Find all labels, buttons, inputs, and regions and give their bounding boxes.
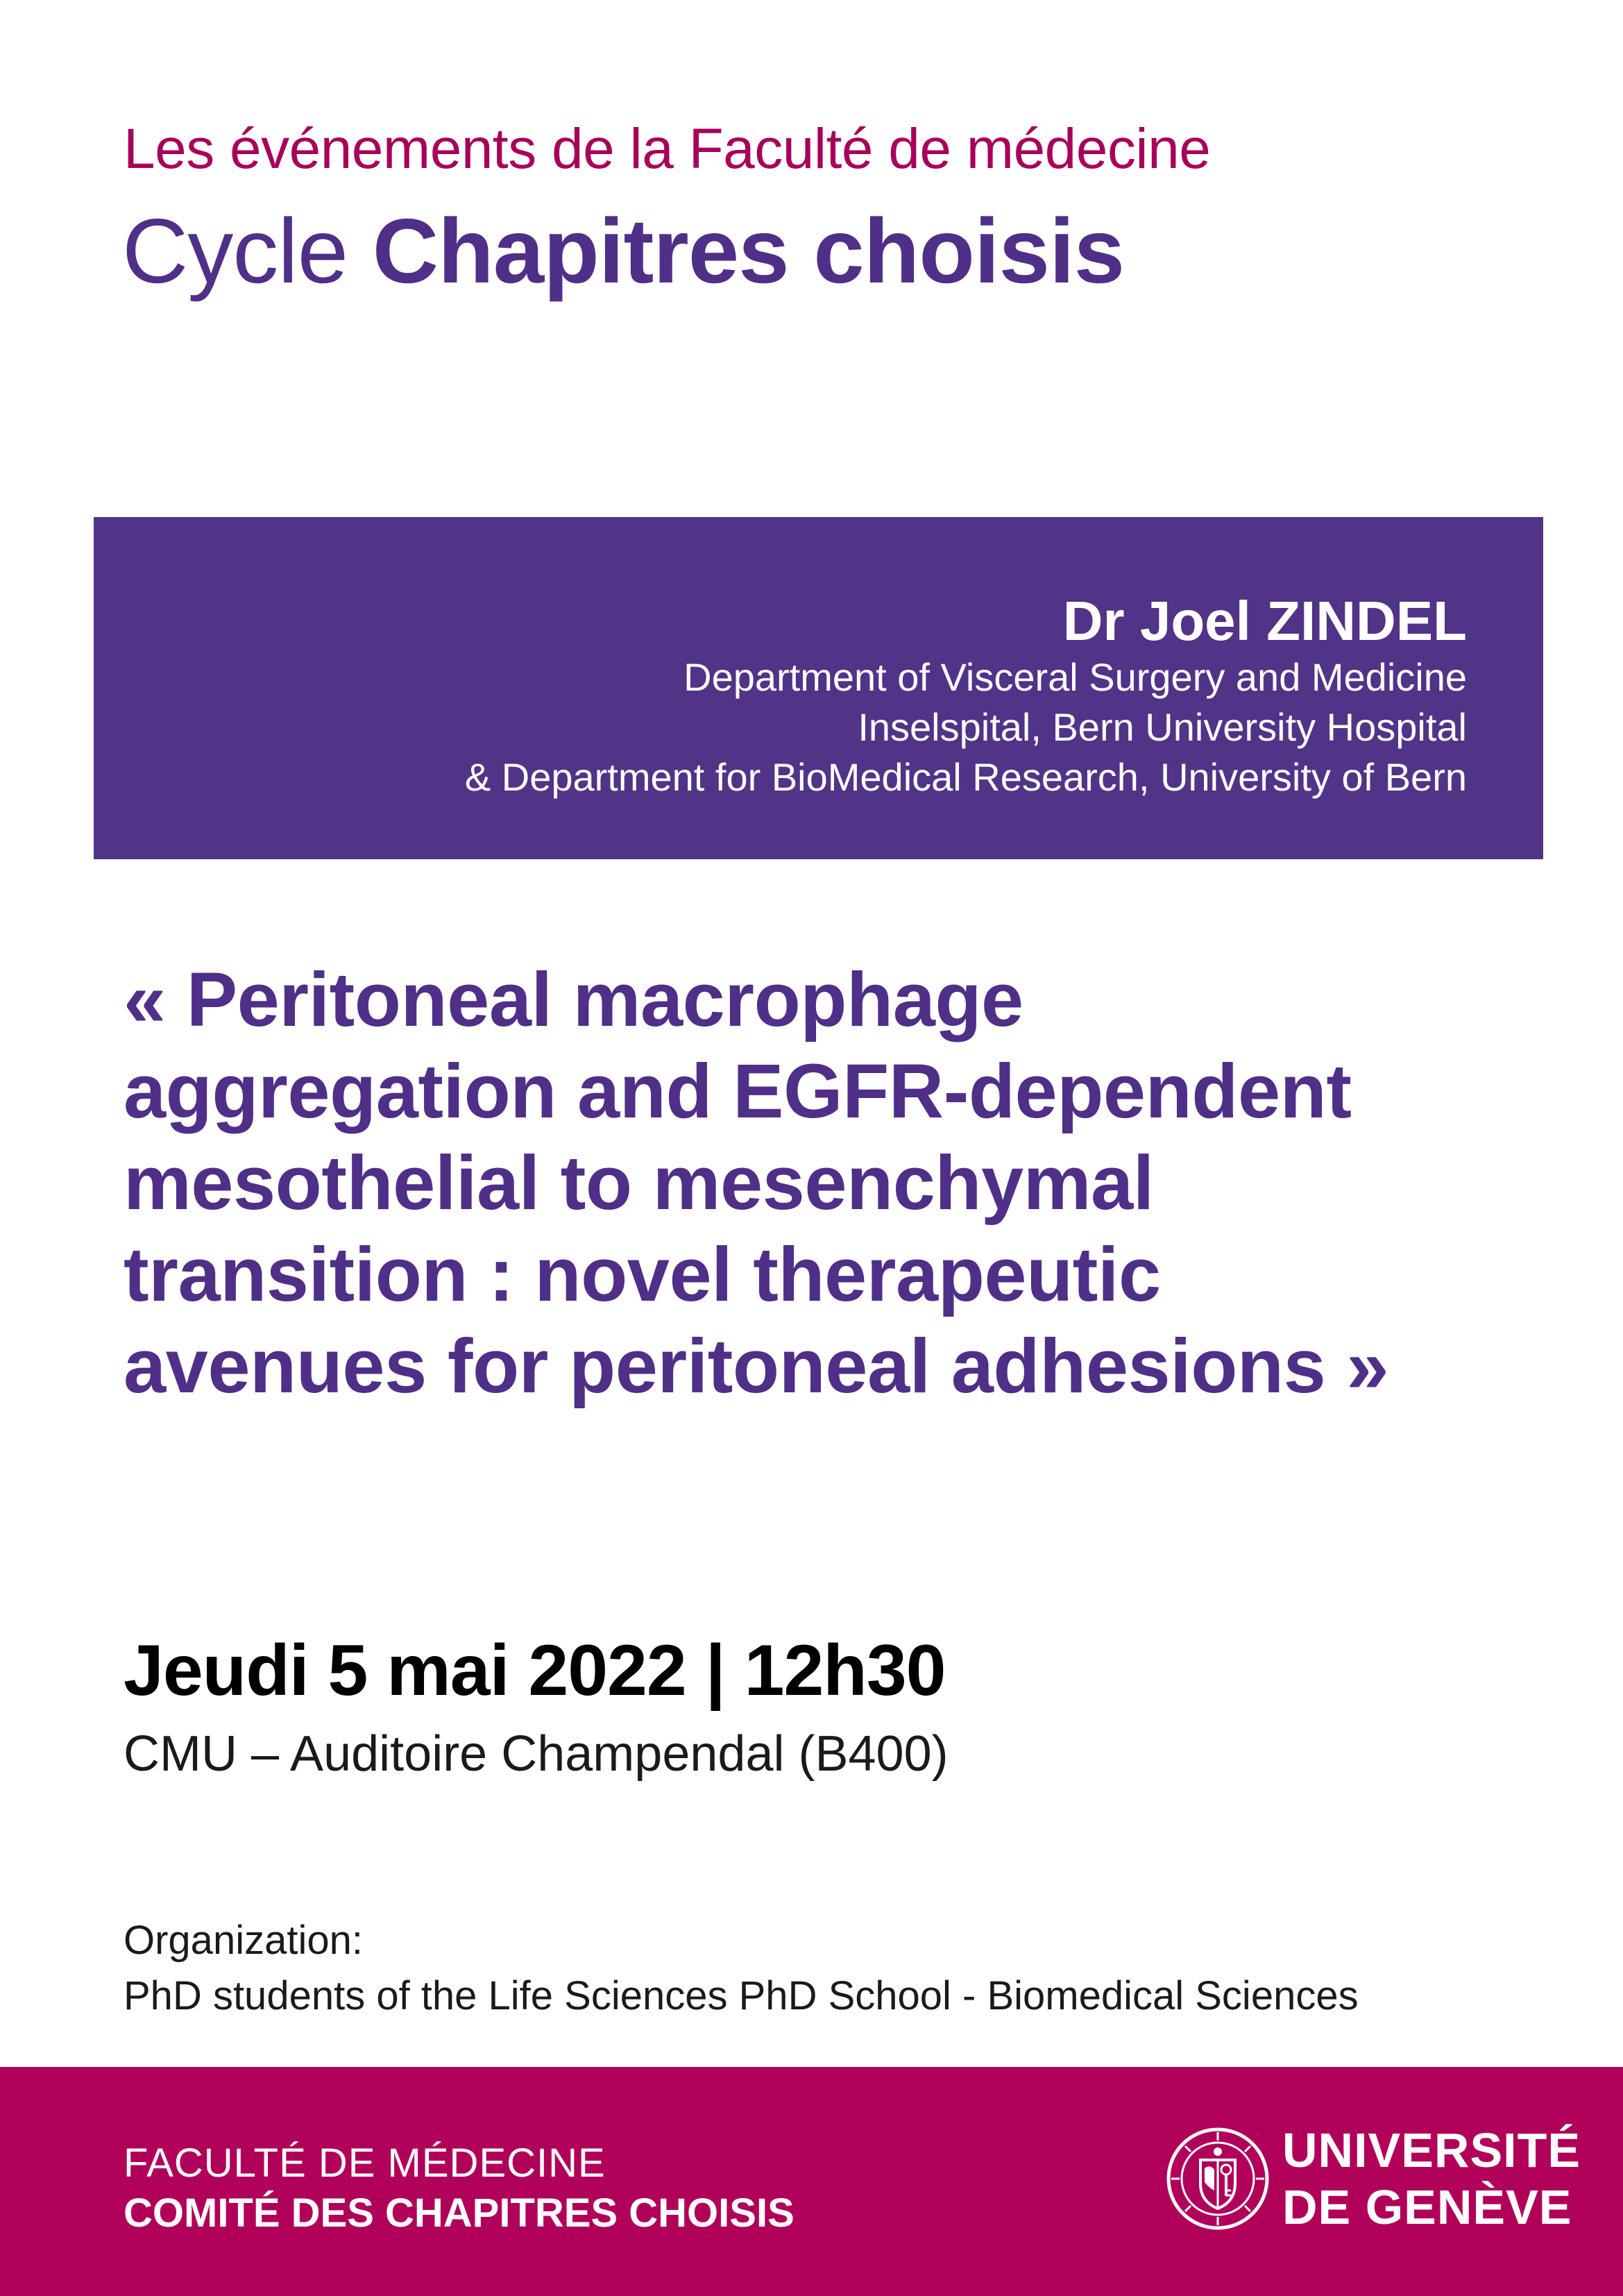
university-name-line2: DE GENÈVE: [1282, 2180, 1572, 2234]
cycle-prefix: Cycle: [122, 200, 348, 302]
talk-title-line: avenues for peritoneal adhesions »: [124, 1324, 1389, 1409]
events-line: Les événements de la Faculté de médecine: [124, 117, 1211, 180]
talk-title-line: « Peritoneal macrophage: [124, 957, 1023, 1043]
faculty-name: FACULTÉ DE MÉDECINE: [124, 2141, 606, 2186]
talk-title-line: transition : novel therapeutic: [124, 1232, 1161, 1317]
event-date-time: Jeudi 5 mai 2022 | 12h30: [124, 1630, 946, 1711]
organization-value: PhD students of the Life Sciences PhD School - Biomedical Sciences: [124, 1973, 1359, 2018]
cycle-title: [122, 199, 1124, 303]
university-name-line1: UNIVERSITÉ: [1282, 2123, 1581, 2177]
speaker-name: Dr Joel ZINDEL: [1062, 590, 1467, 652]
speaker-affiliation: & Department for BioMedical Research, University of Bern: [464, 755, 1467, 799]
organization-label: Organization:: [124, 1918, 363, 1963]
speaker-band: [94, 517, 1543, 859]
speaker-affiliation: Department of Visceral Surgery and Medicine: [683, 655, 1467, 699]
university-seal-icon: [1166, 2127, 1270, 2231]
talk-title-line: aggregation and EGFR-dependent: [124, 1049, 1352, 1134]
talk-title-line: mesothelial to mesenchymal: [124, 1140, 1154, 1226]
footer-band: [0, 2067, 1623, 2296]
talk-title: [124, 954, 1511, 1412]
committee-name: COMITÉ DES CHAPITRES CHOISIS: [124, 2191, 794, 2236]
speaker-affiliation: Inselspital, Bern University Hospital: [858, 705, 1467, 749]
event-location: CMU – Auditoire Champendal (B400): [124, 1726, 949, 1782]
cycle-name: Chapitres choisis: [372, 200, 1125, 302]
